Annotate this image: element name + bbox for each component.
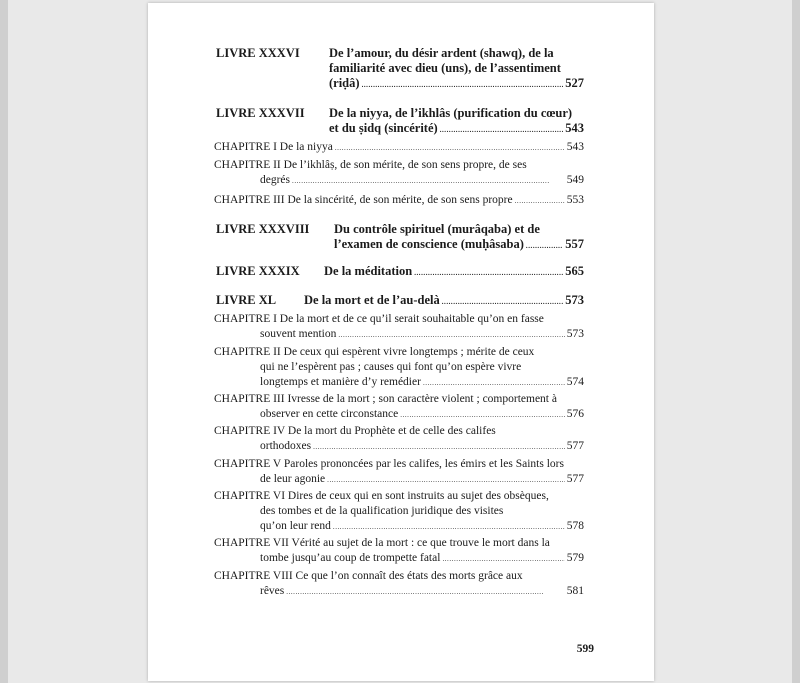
chapitre-title xyxy=(214,457,584,487)
page-number: 576 xyxy=(566,408,584,420)
title-last-line: l’examen de conscience (muḥâsaba) xyxy=(334,237,524,251)
chapitre-last-line: rêves xyxy=(260,585,285,597)
livre-title xyxy=(329,106,584,136)
chapitre-last-line: qu’on leur rend xyxy=(260,520,331,532)
title-last-line: et du ṣidq (sincérité) xyxy=(329,121,438,135)
page-number: 577 xyxy=(566,440,584,452)
chapitre-last-line: CHAPITRE III De la sincérité, de son mérite, de son sens propre xyxy=(214,194,513,206)
dot-leader xyxy=(335,140,565,156)
chapitre-line: CHAPITRE III Ivresse de la mort ; son caractère violent ; comportement à xyxy=(214,393,557,405)
left-bezel xyxy=(0,0,8,683)
page-number: 549 xyxy=(566,174,584,186)
chapitre-last-line: observer en cette circonstance xyxy=(260,408,399,420)
dot-leader xyxy=(286,584,564,600)
page-number: 565 xyxy=(565,264,584,278)
page-number: 557 xyxy=(565,237,584,251)
chapitre-last-line: tombe jusqu’au coup de trompette fatal xyxy=(260,552,441,564)
toc-leader-row xyxy=(214,551,584,566)
page-number: 578 xyxy=(566,520,584,532)
page-number: 581 xyxy=(566,585,584,597)
chapitre-title xyxy=(214,489,584,534)
toc-leader-row xyxy=(334,237,584,252)
title-line: familiarité avec dieu (uns), de l’assentiment xyxy=(329,61,561,75)
page-number: 573 xyxy=(566,328,584,340)
chapitre-last-line: souvent mention xyxy=(260,328,337,340)
page-number: 579 xyxy=(566,552,584,564)
toc-leader-row xyxy=(214,407,584,422)
chapitre-title xyxy=(214,193,584,208)
toc-leader-row xyxy=(324,264,584,279)
title-last-line: (riḍâ) xyxy=(329,76,360,90)
title-last-line: De la mort et de l’au-delà xyxy=(304,293,440,307)
dot-leader xyxy=(333,519,565,535)
chapitre-title xyxy=(214,345,584,390)
toc-leader-row xyxy=(214,193,584,208)
toc-leader-row xyxy=(214,327,584,342)
toc-leader-row xyxy=(214,173,584,188)
toc-leader-row xyxy=(329,76,584,91)
chapitre-title xyxy=(214,312,584,342)
livre-number: LIVRE XL xyxy=(216,293,277,307)
page-number: 543 xyxy=(566,141,584,153)
chapitre-title xyxy=(214,140,584,155)
chapitre-line: CHAPITRE V Paroles prononcées par les califes, les émirs et les Saints lors xyxy=(214,458,564,470)
dot-leader xyxy=(400,407,565,423)
dot-leader xyxy=(440,121,564,138)
livre-number: LIVRE XXXIX xyxy=(216,264,300,278)
page-number: 527 xyxy=(565,76,584,90)
livre-title xyxy=(324,264,584,279)
chapitre-line: CHAPITRE VIII Ce que l’on connaît des états des morts grâce aux xyxy=(214,570,523,582)
livre-title xyxy=(329,46,584,91)
title-line: Du contrôle spirituel (murâqaba) et de xyxy=(334,222,540,236)
livre-number: LIVRE XXXVIII xyxy=(216,222,310,236)
folio-page-number: 599 xyxy=(576,643,594,655)
dot-leader xyxy=(292,173,565,189)
dot-leader xyxy=(414,264,563,281)
chapitre-last-line: de leur agonie xyxy=(260,473,326,485)
chapitre-line: CHAPITRE VII Vérité au sujet de la mort : ce que trouve le mort dans la xyxy=(214,537,550,549)
toc-leader-row xyxy=(304,293,584,308)
chapitre-last-line: orthodoxes xyxy=(260,440,312,452)
title-line: De l’amour, du désir ardent (shawq), de la xyxy=(329,46,554,60)
chapitre-line: CHAPITRE II De ceux qui espèrent vivre longtemps ; mérite de ceux xyxy=(214,346,535,358)
chapitre-title xyxy=(214,536,584,566)
chapitre-line: CHAPITRE IV De la mort du Prophète et de celle des califes xyxy=(214,425,496,437)
toc-leader-row xyxy=(214,375,584,390)
toc-leader-row xyxy=(214,439,584,454)
title-last-line: De la méditation xyxy=(324,264,413,278)
page-number: 574 xyxy=(566,376,584,388)
toc-leader-row xyxy=(329,121,584,136)
dot-leader xyxy=(442,551,564,567)
toc-leader-row xyxy=(214,519,584,534)
chapitre-last-line: degrés xyxy=(260,174,291,186)
chapitre-line: qui ne l’espèrent pas ; causes qui font qu’on espère vivre xyxy=(260,361,522,373)
chapitre-title xyxy=(214,424,584,454)
toc-leader-row xyxy=(214,584,584,599)
livre-title xyxy=(334,222,584,252)
livre-title xyxy=(304,293,584,308)
dot-leader xyxy=(327,472,565,488)
page-number: 543 xyxy=(565,121,584,135)
toc-leader-row xyxy=(214,472,584,487)
dot-leader xyxy=(362,76,564,93)
page-number: 577 xyxy=(566,473,584,485)
chapitre-last-line: longtemps et manière d’y remédier xyxy=(260,376,421,388)
livre-number: LIVRE XXXVI xyxy=(216,46,300,60)
dot-leader xyxy=(442,293,564,310)
chapitre-line: CHAPITRE VI Dires de ceux qui en sont instruits au sujet des obsèques, xyxy=(214,490,549,502)
chapitre-title xyxy=(214,569,584,599)
dot-leader xyxy=(338,327,564,343)
chapitre-title xyxy=(214,158,584,188)
dot-leader xyxy=(526,237,563,254)
dot-leader xyxy=(515,193,565,209)
title-line: De la niyya, de l’ikhlâs (purification du cœur) xyxy=(329,106,573,120)
book-page xyxy=(148,3,654,681)
dot-leader xyxy=(313,439,565,455)
chapitre-title xyxy=(214,392,584,422)
chapitre-last-line: CHAPITRE I De la niyya xyxy=(214,141,333,153)
right-bezel xyxy=(792,0,800,683)
chapitre-line: CHAPITRE I De la mort et de ce qu’il serait souhaitable qu’on en fasse xyxy=(214,313,544,325)
livre-number: LIVRE XXXVII xyxy=(216,106,305,120)
page-number: 553 xyxy=(566,194,584,206)
page-number: 573 xyxy=(565,293,584,307)
dot-leader xyxy=(423,375,565,391)
chapitre-line: des tombes et de la qualification juridique des visites xyxy=(260,505,504,517)
toc-leader-row xyxy=(214,140,584,155)
chapitre-line: CHAPITRE II De l’ikhlâṣ, de son mérite, de son sens propre, de ses xyxy=(214,159,527,171)
